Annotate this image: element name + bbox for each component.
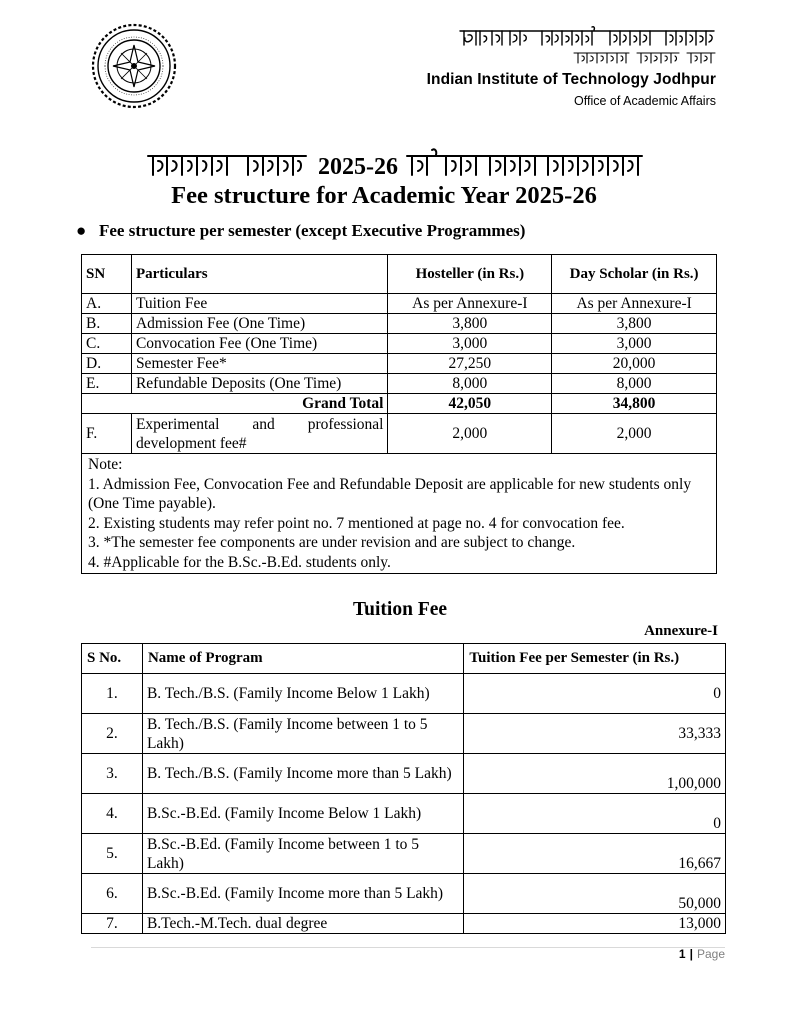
header-sn: S No. [82, 644, 143, 674]
row-day-scholar: As per Annexure-I [552, 294, 717, 314]
note-row [82, 454, 717, 574]
row-program: B. Tech./B.S. (Family Income more than 5 Lakh) [142, 754, 463, 794]
office-name: Office of Academic Affairs [574, 94, 716, 108]
row-fee: 13,000 [464, 914, 726, 934]
tuition-fee-title: Tuition Fee [352, 599, 448, 620]
svg-text:2025-26: 2025-26 [318, 154, 398, 180]
page-title: Fee structure for Academic Year 2025-26 [171, 182, 597, 209]
grand-total-day-scholar: 34,800 [552, 394, 717, 414]
annexure-label: Annexure-I [644, 623, 718, 639]
row-particular [131, 414, 388, 454]
row-program: B. Tech./B.S. (Family Income Below 1 Lakh) [142, 674, 463, 714]
header-sn: SN [82, 255, 132, 294]
row-program: B.Sc.-B.Ed. (Family Income more than 5 Lakh) [142, 874, 463, 914]
row-particular: Refundable Deposits (One Time) [131, 374, 388, 394]
row-fee: 0 [464, 674, 726, 714]
page-title-hindi [0, 114, 768, 181]
row-particular-line2: development fee# [135, 434, 247, 452]
iit-jodhpur-logo [91, 23, 177, 109]
table-row [82, 374, 717, 394]
row-sn: B. [82, 314, 132, 334]
row-particular: Convocation Fee (One Time) [131, 334, 388, 354]
page-word: Page [696, 947, 725, 961]
page-footer [679, 947, 725, 961]
row-sn: 5. [82, 834, 143, 874]
section-bullet [76, 221, 525, 241]
table-row [82, 414, 717, 454]
section-bullet-text: Fee structure per semester (except Executive Programmes) [99, 221, 526, 240]
row-sn: D. [82, 354, 132, 374]
row-fee: 1,00,000 [464, 754, 726, 794]
footer-divider [91, 947, 725, 948]
note-item: 3. *The semester fee components are under revision and are subject to change. [88, 534, 576, 551]
row-fee: 50,000 [464, 874, 726, 914]
row-particular-line1: Experimental and professional [135, 415, 384, 433]
row-sn: 3. [82, 754, 143, 794]
row-hosteller: 8,000 [388, 374, 552, 394]
row-fee: 16,667 [464, 834, 726, 874]
table-row [82, 834, 726, 874]
page-separator: | [689, 947, 693, 961]
row-program: B.Sc.-B.Ed. (Family Income Below 1 Lakh) [142, 794, 463, 834]
table-row [82, 354, 717, 374]
row-particular: Tuition Fee [131, 294, 388, 314]
table-row [82, 794, 726, 834]
note-block [82, 454, 717, 574]
header-program: Name of Program [142, 644, 463, 674]
grand-total-label: Grand Total [82, 394, 388, 414]
row-program: B.Sc.-B.Ed. (Family Income between 1 to 5 Lakh) [142, 834, 463, 874]
row-hosteller: 27,250 [388, 354, 552, 374]
row-sn: F. [82, 414, 132, 454]
row-sn: 7. [82, 914, 143, 934]
table-row [82, 874, 726, 914]
table-header-row [82, 255, 717, 294]
row-particular: Semester Fee* [131, 354, 388, 374]
grand-total-hosteller: 42,050 [388, 394, 552, 414]
row-sn: 4. [82, 794, 143, 834]
grand-total-row [82, 394, 717, 414]
row-day-scholar: 3,000 [552, 334, 717, 354]
bullet-icon: ● [76, 221, 87, 240]
row-day-scholar: 3,800 [552, 314, 717, 334]
table-row [82, 674, 726, 714]
table-row [82, 294, 717, 314]
row-program: B.Tech.-M.Tech. dual degree [142, 914, 463, 934]
note-heading: Note: [88, 456, 123, 473]
header-particulars: Particulars [131, 255, 388, 294]
row-day-scholar: 2,000 [552, 414, 717, 454]
fee-structure-table [81, 254, 717, 574]
office-name-hindi [573, 49, 716, 65]
table-row [82, 754, 726, 794]
row-sn: 6. [82, 874, 143, 914]
row-hosteller: 3,800 [388, 314, 552, 334]
institute-name: Indian Institute of Technology Jodhpur [426, 71, 716, 88]
row-fee: 33,333 [464, 714, 726, 754]
table-row [82, 914, 726, 934]
row-day-scholar: 8,000 [552, 374, 717, 394]
header-fee: Tuition Fee per Semester (in Rs.) [464, 644, 726, 674]
row-day-scholar: 20,000 [552, 354, 717, 374]
table-row [82, 334, 717, 354]
row-sn: A. [82, 294, 132, 314]
note-item: 2. Existing students may refer point no. 7 mentioned at page no. 4 for convocation fee. [88, 514, 625, 532]
institute-name-hindi [458, 26, 716, 48]
row-fee: 0 [464, 794, 726, 834]
row-hosteller: As per Annexure-I [388, 294, 552, 314]
institute-header [427, 26, 716, 108]
row-sn: 1. [82, 674, 143, 714]
page-title-hindi-text: शैक्षणिक वर्ष 2025-26 के लिए शुल्क संरचना [0, 114, 253, 131]
table-header-row [82, 644, 726, 674]
header-hosteller: Hosteller (in Rs.) [388, 255, 552, 294]
row-program: B. Tech./B.S. (Family Income between 1 to 5 Lakh) [142, 714, 463, 754]
note-item: 1. Admission Fee, Convocation Fee and Refundable Deposit are applicable for new students only (One Time payable). [88, 475, 692, 512]
row-sn: C. [82, 334, 132, 354]
table-row [82, 714, 726, 754]
page-number: 1 [678, 947, 686, 961]
table-row [82, 314, 717, 334]
row-hosteller: 2,000 [388, 414, 552, 454]
row-sn: E. [82, 374, 132, 394]
header-day-scholar: Day Scholar (in Rs.) [552, 255, 717, 294]
note-item: 4. #Applicable for the B.Sc.-B.Ed. students only. [88, 553, 391, 571]
tuition-fee-table [81, 643, 726, 934]
row-sn: 2. [82, 714, 143, 754]
row-hosteller: 3,000 [388, 334, 552, 354]
row-particular: Admission Fee (One Time) [131, 314, 388, 334]
